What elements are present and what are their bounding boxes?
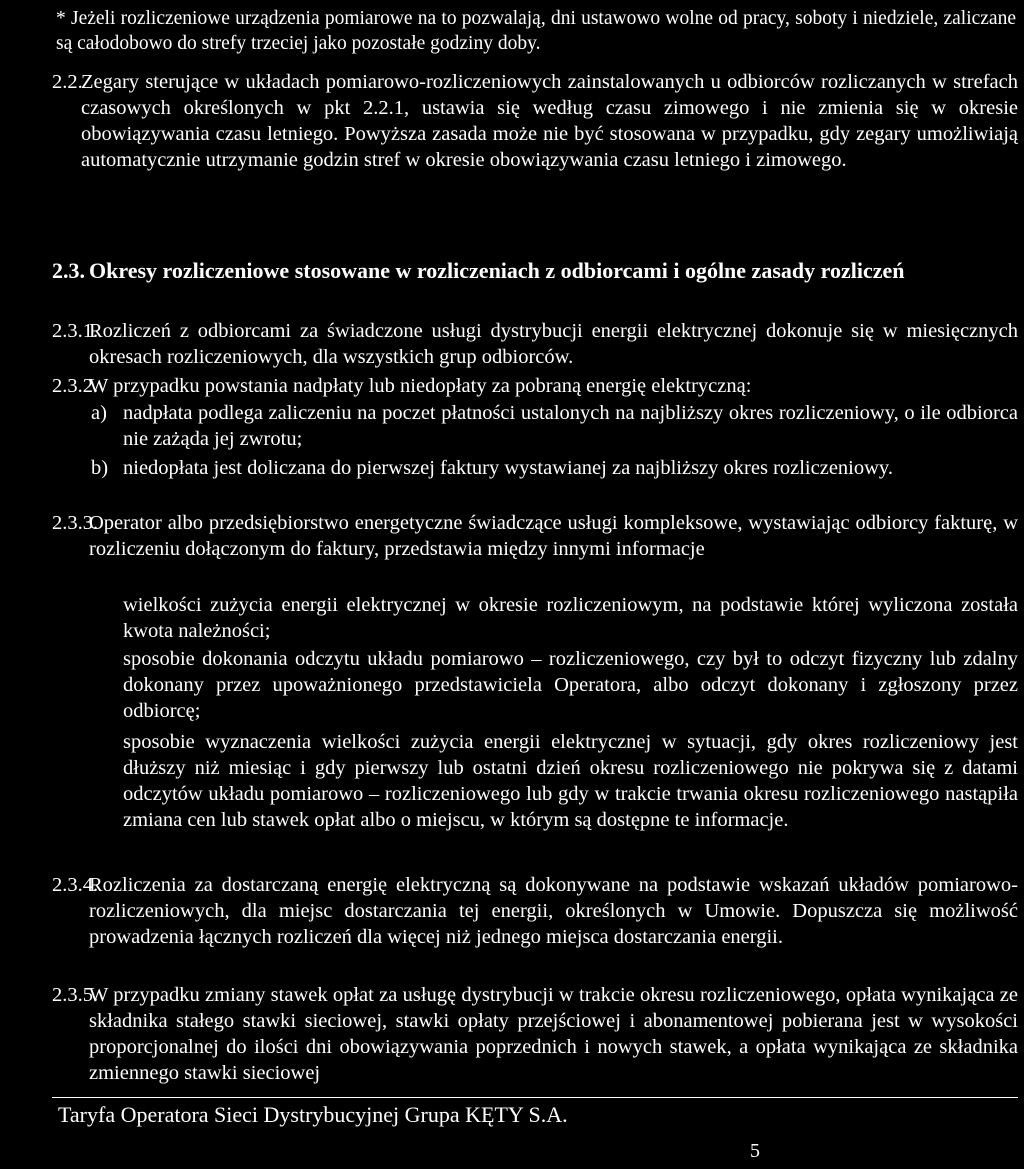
footnote-text: * Jeżeli rozliczeniowe urządzenia pomiarowe na to pozwalają, dni ustawowo wolne od pracy, soboty i niedziele, zaliczane są całodobowo do strefy trzeciej jako pozostałe godziny doby. <box>56 8 1016 54</box>
list-marker: a) <box>91 402 107 424</box>
info-item-3: sposobie wyznaczenia wielkości zużycia energii elektrycznej w sytuacji, gdy okres rozliczeniowy jest dłuższy niż miesiąc i gdy pierwszy lub ostatni dzień okresu rozliczeniowego nie pokrywa się z datami odczytów układu pomiarowo – rozliczeniowego lub gdy w trakcie trwania okresu rozliczeniowego nastąpiła zmiana cen lub stawek opłat albo o miejscu, w którym są dostępne te informacje. <box>123 731 1018 831</box>
section-number: 2.2. <box>52 71 83 93</box>
section-number: 2.3.5. <box>52 984 99 1006</box>
section-2-3-4-text: Rozliczenia za dostarczaną energię elektryczną są dokonywane na podstawie wskazań układów pomiarowo-rozliczeniowych, dla miejsc dostarczania tej energii, określonych w Umowie. Dopuszcza się możliwość prowadzenia łącznych rozliczeń dla więcej niż jednego miejsca dostarczania energii. <box>89 874 1018 948</box>
section-number: 2.3.2. <box>52 375 99 397</box>
section-heading: Okresy rozliczeniowe stosowane w rozliczeniach z odbiorcami i ogólne zasady rozliczeń <box>89 258 905 283</box>
list-item-b: niedopłata jest doliczana do pierwszej faktury wystawianej za najbliższy okres rozliczeniowy. <box>123 457 893 479</box>
info-item-1: wielkości zużycia energii elektrycznej w okresie rozliczeniowym, na podstawie której wyliczona została kwota należności; <box>123 594 1018 642</box>
section-number: 2.3. <box>52 258 85 283</box>
section-2-3-1-text: Rozliczeń z odbiorcami za świadczone usługi dystrybucji energii elektrycznej dokonuje się w miesięcznych okresach rozliczeniowych, dla wszystkich grup odbiorców. <box>89 320 1018 368</box>
list-marker: b) <box>91 457 109 479</box>
section-2-3-3-text: Operator albo przedsiębiorstwo energetyczne świadczące usługi kompleksowe, wystawiając odbiorcy fakturę, w rozliczeniu dołączonym do faktury, przedstawia między innymi informacje <box>89 512 1018 560</box>
footer-divider <box>52 1097 1018 1098</box>
section-2-3-5-text: W przypadku zmiany stawek opłat za usługę dystrybucji w trakcie okresu rozliczeniowego, opłata wynikająca ze składnika stałego stawki sieciowej, stawki opłaty przejściowej i abonamentowej pobierana jest w wysokości proporcjonalnej do ilości dni obowiązywania poprzednich i nowych stawek, a opłata wynikająca ze składnika zmiennego stawki sieciowej <box>89 984 1018 1084</box>
section-2-2-text: Zegary sterujące w układach pomiarowo-rozliczeniowych zainstalowanych u odbiorców rozliczanych w strefach czasowych określonych w pkt 2.2.1, ustawia się według czasu zimowego i nie zmienia się w okresie obowiązywania czasu letniego. Powyższa zasada może nie być stosowana w przypadku, gdy zegary umożliwiają automatycznie utrzymanie godzin stref w okresie obowiązywania czasu letniego i zimowego. <box>81 71 1018 171</box>
list-item-a: nadpłata podlega zaliczeniu na poczet płatności ustalonych na najbliższy okres rozliczeniowy, o ile odbiorca nie zażąda jej zwrotu; <box>123 402 1018 450</box>
section-2-3-2-text: W przypadku powstania nadpłaty lub niedopłaty za pobraną energię elektryczną: <box>89 375 752 397</box>
section-number: 2.3.3. <box>52 512 99 534</box>
footer-text: Taryfa Operatora Sieci Dystrybucyjnej Grupa KĘTY S.A. <box>58 1102 568 1127</box>
section-number: 2.3.4. <box>52 874 99 896</box>
page-number: 5 <box>750 1140 760 1162</box>
info-item-2: sposobie dokonania odczytu układu pomiarowo – rozliczeniowego, czy był to odczyt fizyczny lub zdalny dokonany przez upoważnionego przedstawiciela Operatora, albo odczyt dokonany i zgłoszony przez odbiorcę; <box>123 648 1018 722</box>
section-number: 2.3.1. <box>52 320 99 342</box>
